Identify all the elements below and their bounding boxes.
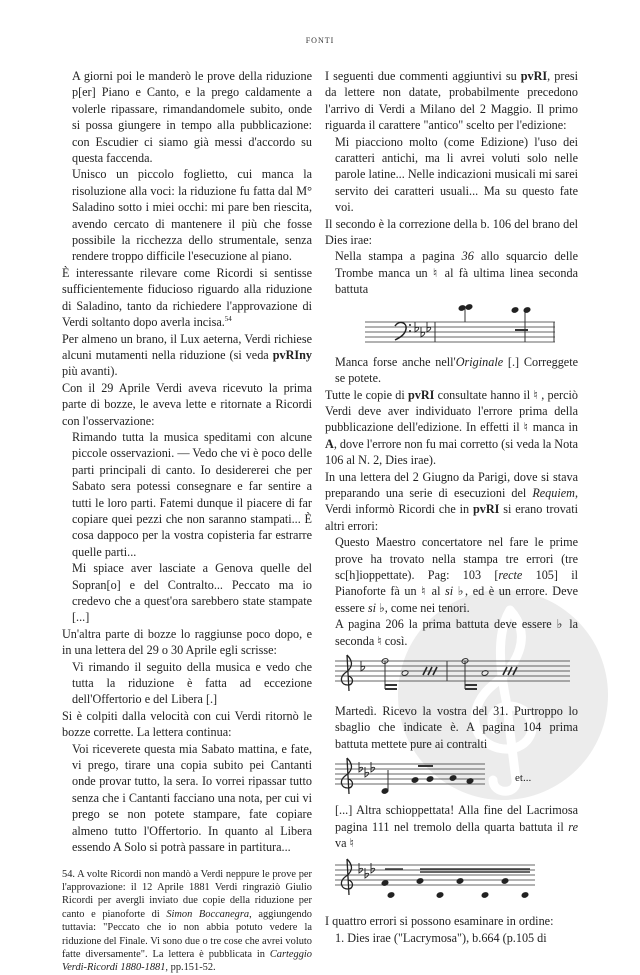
- block-quote: [72, 166, 312, 264]
- text-run: Requiem: [532, 485, 575, 500]
- text-run: si: [367, 600, 376, 615]
- running-header: FONTI: [305, 36, 335, 45]
- text-run: , Verdi informò Ricordi che in: [325, 485, 578, 517]
- text-run: si erano trovati altri errori:: [325, 502, 578, 533]
- text-run: va ♮: [335, 836, 354, 851]
- paragraph: [62, 380, 312, 429]
- text-run: pvRIny: [272, 347, 312, 362]
- block-quote: [335, 703, 578, 752]
- text-run: Mi spiace aver lasciate a Genova quelle del Sopran[o] e del Contralto... Peccato ma io credevo che a quest'ora sarebbero state stampate [...]: [72, 561, 312, 625]
- paragraph: [62, 331, 312, 380]
- block-quote: [72, 560, 312, 626]
- text-run: 105] il Pianoforte fà un ♮ al: [335, 567, 578, 599]
- text-run: Mi piacciono molto (come Edizione) l'uso dei caratteri antichi, ma li avrei voluti solo nelle parole latine... Nelle indicazioni musicali mi sarei servito dei caratteri usuali... Ma su questo fate voi.: [335, 134, 578, 215]
- text-run: [.] Correggete se potete.: [335, 354, 578, 386]
- block-quote: [335, 248, 578, 297]
- block-quote: [335, 354, 578, 387]
- block-quote: [72, 429, 312, 560]
- paragraph: [325, 469, 578, 535]
- block-quote: [335, 930, 578, 946]
- text-run: A giorni poi le manderò le prove della riduzione p[er] Piano e Canto, e la prego caldamente a volerle ripassare, rimandandomele subito, onde si possa giungere in tempo alla pubblicazione: con Escudier ci siamo già messi d'accordo su questa faccenda.: [72, 69, 312, 166]
- text-run: Martedì. Ricevo la vostra del 31. Purtroppo lo sbaglio che indicate è. A pagina 104 prima battuta mettete pure ai contralti: [335, 704, 578, 751]
- text-run: I seguenti due commenti aggiuntivi su: [325, 69, 521, 83]
- paragraph: [325, 68, 578, 134]
- text-run: Il secondo è la correzione della b. 106 del brano del Dies irae:: [325, 216, 578, 248]
- text-run: 1. Dies irae ("Lacrymosa"), b.664 (p.105 di: [335, 930, 547, 945]
- text-run: ♭, ed è un errore. Deve essere: [335, 584, 578, 615]
- paragraph: [62, 626, 312, 659]
- text-run: consultate hanno il ♮ , perciò Verdi deve aver individuato l'errore prima della pubblicazione dell'edizione. In effetti il ♮ manca in: [325, 387, 578, 435]
- block-quote: [72, 68, 312, 166]
- text-run: Originale: [455, 354, 504, 369]
- text-run: più avanti).: [62, 364, 118, 379]
- block-quote: [335, 534, 578, 616]
- paragraph: [62, 265, 312, 331]
- block-quote: [335, 616, 578, 649]
- text-run: , dove l'errore non fu mai corretto (si veda la Nota 106 al N. 2, Dies irae).: [325, 436, 578, 468]
- text-run: pvRI: [472, 502, 500, 517]
- text-run: pvRI: [408, 387, 435, 402]
- text-run: Carteggio Verdi-Ricordi 1880-1881: [62, 948, 312, 974]
- text-run: A pagina 206 la prima battuta deve essere ♭ la seconda ♮ così.: [335, 617, 578, 648]
- text-run: Manca forse anche nell': [335, 354, 456, 369]
- text-run: recte: [498, 567, 523, 582]
- text-run: ♭, come nei tenori.: [375, 600, 470, 615]
- text-run: si: [445, 584, 454, 599]
- footnote-reference[interactable]: 54: [224, 315, 232, 324]
- block-quote: [72, 659, 312, 708]
- text-run: , aggiungendo tuttavia: "Peccato che io non abbia potuto vedere la riduzione del Finale. Vi sono due o tre cose che avrei voluto fatte diversamente". La lettera è pubblicata in: [62, 908, 313, 960]
- text-run: [...] Altra schioppettata! Alla fine del Lacrimosa pagina 111 nel tremolo della quarta battuta il: [335, 803, 578, 834]
- music-example-bass: [365, 300, 578, 350]
- left-column: [62, 68, 312, 975]
- text-run: Vi rimando il seguito della musica e vedo che tutta la riduzione è fatta ad eccezione dell'Offertorio e del Libera [.]: [72, 659, 312, 707]
- text-run: re: [568, 819, 578, 834]
- text-run: allo squarcio delle Trombe manca un ♮ al fà ultima linea seconda battuta: [335, 249, 578, 297]
- text-run: In una lettera del 2 Giugno da Parigi, dove si stava preparando una serie di esecuzioni del: [325, 469, 578, 500]
- text-run: , presi da lettere non datate, probabilmente precedono l'arrivo di Verdi a Milano del 2 Maggio. Il primo riguarda il carattere "antico" scelto per l'edizione:: [325, 69, 578, 133]
- text-run: A: [325, 436, 334, 451]
- text-run: Questo Maestro concertatore nel fare le prime prove ha trovato nella stampa tre errori (tre sc[h]ioppettate). Pag: 103 [: [335, 535, 578, 582]
- block-quote: [335, 134, 578, 216]
- text-run: pvRI: [520, 69, 548, 83]
- text-run: Con il 29 Aprile Verdi aveva ricevuto la prima parte di bozze, le aveva lette e ritornate a Ricordi con l'osservazione:: [62, 380, 312, 428]
- text-run: Si è colpiti dalla velocità con cui Verdi ritornò le bozze corrette. La lettera continua:: [62, 708, 312, 740]
- text-run: I quattro errori si possono esaminare in ordine:: [325, 914, 554, 929]
- paragraph: [325, 387, 578, 469]
- text-run: , pp.151-52.: [165, 962, 216, 974]
- text-run: Voi riceverete questa mia Sabato mattina, e fate, vi prego, tirare una copia subito pei Cantanti onde provar tutto, la sera. Io vorrei ripassar tutto senza che i Cantanti facciano una nota, per cui vi prego se non potete stampare, fate copiare almeno tutto l'Offertorio. In quanto al Libera essendo A Solo si potrà passare in partitura...: [72, 741, 312, 855]
- right-column: [325, 68, 578, 946]
- text-run: Simon Boccanegra: [166, 908, 250, 920]
- music-example-caption: et...: [515, 772, 532, 785]
- music-example-treble3: [335, 853, 578, 909]
- music-example-treble2: [335, 754, 578, 798]
- text-run: 54. A volte Ricordi non mandò a Verdi neppure le prove per l'approvazione: il 12 Aprile 1881 Verdi ringraziò Giulio Ricordi per avergli inviato due copie della riduzione per canto e pianoforte di: [62, 868, 312, 920]
- text-run: Un'altra parte di bozze lo raggiunse poco dopo, e in una lettera del 29 o 30 Aprile egli scrisse:: [62, 626, 312, 658]
- text-run: Unisco un piccolo foglietto, cui manca la risoluzione alla voci: la riduzione fu fatta dal M° Saladino sotto i miei occhi: mi pare ben riescita, avendo cercato di mantenere il più che fosse possibile la ricchezza dello strumentale, senza rendere troppo difficile l'esecuzione al piano.: [72, 167, 312, 264]
- block-quote: [72, 741, 312, 856]
- text-run: È interessante rilevare come Ricordi si sentisse sufficientemente fiducioso riguardo alla riduzione di Saladino, tanto da richiedere l'approvazione di Verdi soltanto dopo averla incisa.: [62, 265, 312, 330]
- block-quote: [335, 802, 578, 851]
- paragraph: [62, 708, 312, 741]
- text-run: Per almeno un brano, il Lux aeterna, Verdi richiese alcuni mutamenti nella riduzione (si veda: [62, 331, 312, 362]
- text-run: Tutte le copie di: [325, 387, 408, 402]
- paragraph: [325, 216, 578, 249]
- text-run: 36: [461, 249, 474, 264]
- music-example-treble1: [335, 651, 578, 699]
- paragraph: [325, 913, 578, 929]
- text-run: Nella stampa a pagina: [335, 249, 462, 264]
- footnote-54: [62, 868, 312, 975]
- text-run: Rimando tutta la musica speditami con alcune piccole osservazioni. — Vedo che vi è poco delle parti principali di canto. Io desidererei che per Sabato sera potessi consegnare e far sentire a tutti le loro parti. Fatemi dunque il piacere di far copiare quei pezzi che non saranno stampati... È cosa dappoco per la vostra copisteria far estrarre quelle parti...: [72, 429, 312, 559]
